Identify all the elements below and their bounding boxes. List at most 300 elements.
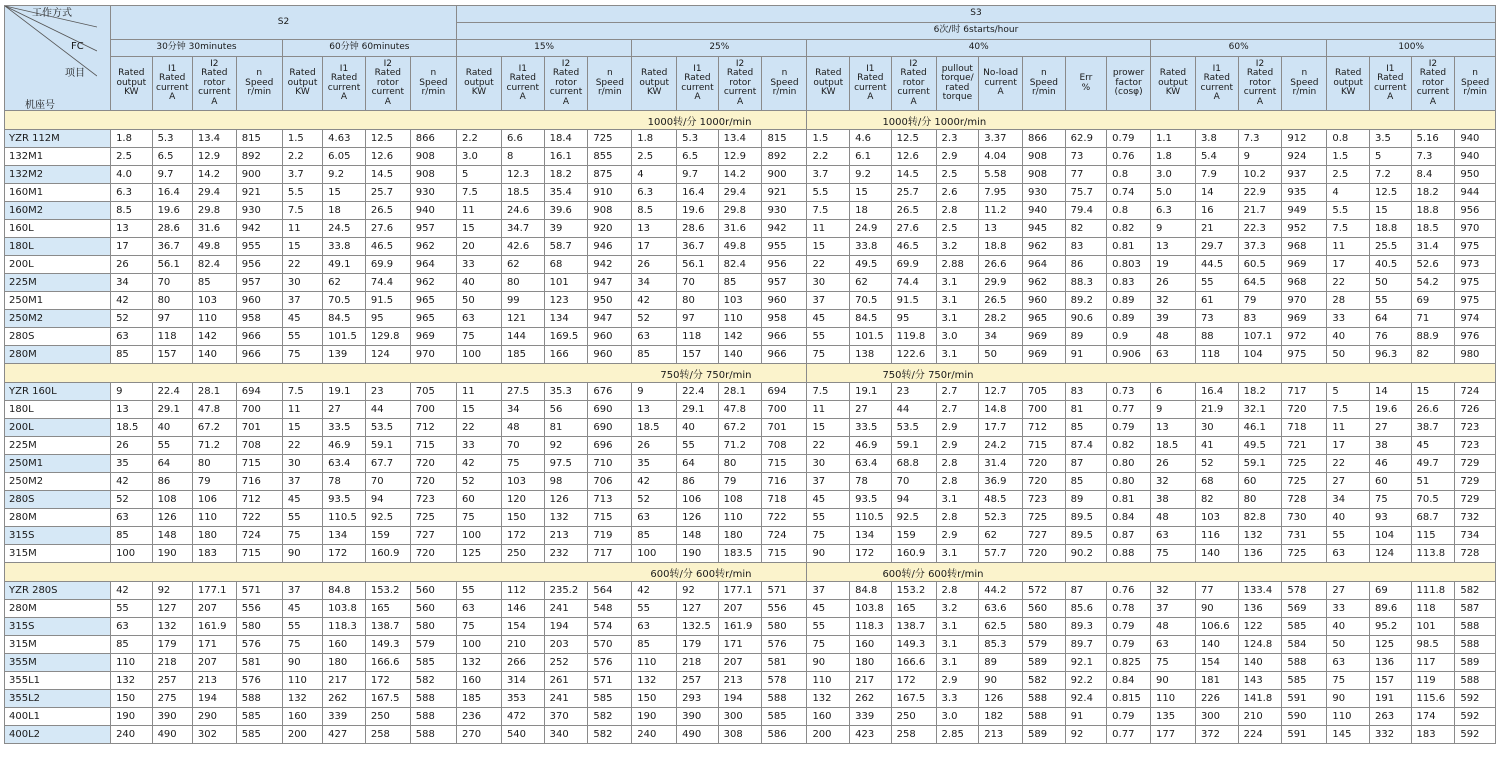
table-cell: 965 <box>410 310 456 328</box>
table-cell: 12.6 <box>365 148 410 166</box>
table-cell: 33.5 <box>323 419 366 437</box>
table-cell: 183 <box>1411 726 1455 744</box>
table-cell: 51 <box>1411 473 1455 491</box>
table-cell: 210 <box>1238 708 1282 726</box>
table-cell: 60.5 <box>1238 256 1282 274</box>
table-cell: 103 <box>1195 509 1238 527</box>
column-header <box>1195 57 1238 111</box>
column-header-line: A <box>1213 91 1220 102</box>
column-header-line: Rated <box>900 68 927 79</box>
table-cell: 88 <box>1195 328 1238 346</box>
table-cell: 11 <box>456 383 501 401</box>
column-header-line: current <box>156 82 189 93</box>
table-cell: 700 <box>410 401 456 419</box>
table-cell: 140 <box>1238 654 1282 672</box>
column-header-line: torque/ <box>941 73 974 84</box>
table-cell: 25.7 <box>891 184 936 202</box>
table-cell: 12.5 <box>1370 184 1412 202</box>
table-row <box>5 455 1496 473</box>
table-cell: 5.3 <box>152 130 192 148</box>
table-cell: 8.5 <box>111 202 153 220</box>
table-cell: 572 <box>1023 582 1066 600</box>
table-row <box>5 346 1496 364</box>
table-cell: 722 <box>762 509 807 527</box>
table-cell: 47.8 <box>718 401 762 419</box>
table-cell: 15 <box>456 401 501 419</box>
table-cell: 63 <box>111 618 153 636</box>
table-cell: 160 <box>807 708 850 726</box>
table-cell: 80 <box>1238 491 1282 509</box>
table-cell: 101.5 <box>323 328 366 346</box>
table-cell: 723 <box>410 491 456 509</box>
table-cell: 942 <box>588 256 632 274</box>
table-cell: 154 <box>1195 654 1238 672</box>
table-cell: 22 <box>1327 455 1370 473</box>
table-cell: 29.1 <box>152 401 192 419</box>
table-cell: 717 <box>1282 383 1327 401</box>
table-cell: 1.5 <box>1327 148 1370 166</box>
table-cell: 7.95 <box>979 184 1023 202</box>
table-cell: 27.6 <box>891 220 936 238</box>
table-cell: 25.5 <box>1370 238 1412 256</box>
table-cell: 70 <box>365 473 410 491</box>
table-cell: 138 <box>850 346 892 364</box>
table-cell: 110.5 <box>850 509 892 527</box>
table-cell: 126 <box>677 509 719 527</box>
table-cell: 104 <box>1238 346 1282 364</box>
table-cell: 181 <box>1195 672 1238 690</box>
table-cell: 723 <box>1023 491 1066 509</box>
table-cell: 968 <box>1282 238 1327 256</box>
frame-size-cell: 200L <box>5 419 111 437</box>
table-cell: 975 <box>1282 346 1327 364</box>
table-cell: 690 <box>588 401 632 419</box>
table-cell: 42 <box>632 582 677 600</box>
table-cell: 30 <box>282 455 322 473</box>
table-cell: 12.9 <box>718 148 762 166</box>
table-cell: 172 <box>501 527 544 545</box>
column-header-line: Rated <box>684 73 711 84</box>
table-cell: 63 <box>111 509 153 527</box>
frame-size-cell: 280M <box>5 346 111 364</box>
table-cell: 5.3 <box>677 130 719 148</box>
table-cell: 970 <box>1282 292 1327 310</box>
table-cell: 42 <box>632 292 677 310</box>
table-cell: 140 <box>192 346 236 364</box>
table-cell: 3.0 <box>1150 166 1195 184</box>
column-header <box>1150 57 1195 111</box>
table-cell: 101 <box>544 274 588 292</box>
column-header-line: current <box>371 87 405 98</box>
table-cell: 715 <box>1023 437 1066 455</box>
table-cell: 715 <box>588 509 632 527</box>
table-cell: 115 <box>1411 527 1455 545</box>
table-cell: 46.9 <box>323 437 366 455</box>
column-header-line: n <box>1040 68 1047 79</box>
table-cell: 290 <box>192 708 236 726</box>
table-cell: 3.1 <box>936 346 979 364</box>
table-cell: 44 <box>365 401 410 419</box>
table-cell: 125 <box>456 545 501 563</box>
column-header-line: Rated <box>1377 73 1404 84</box>
table-cell: 148 <box>152 527 192 545</box>
table-cell: 6.6 <box>501 130 544 148</box>
table-cell: 92.1 <box>1065 654 1107 672</box>
table-cell: 0.8 <box>1107 166 1151 184</box>
table-cell: 55 <box>807 618 850 636</box>
frame-size-cell: 280S <box>5 491 111 509</box>
table-cell: 912 <box>1282 130 1327 148</box>
table-cell: 63 <box>111 328 153 346</box>
table-cell: 179 <box>677 636 719 654</box>
table-cell: 89.5 <box>1065 509 1107 527</box>
table-cell: 22 <box>456 419 501 437</box>
table-cell: 582 <box>588 726 632 744</box>
table-cell: 123 <box>544 292 588 310</box>
table-cell: 91 <box>1065 346 1107 364</box>
table-cell: 83 <box>1065 238 1107 256</box>
table-cell: 935 <box>1282 184 1327 202</box>
column-header-line: KW <box>1165 87 1181 98</box>
column-header-line: Rated <box>159 73 186 84</box>
table-cell: 71 <box>1411 310 1455 328</box>
table-cell: 40.5 <box>1370 256 1412 274</box>
table-cell: 93 <box>1370 509 1412 527</box>
table-cell: 390 <box>152 708 192 726</box>
table-cell: 12.6 <box>891 148 936 166</box>
column-header-line: I1 <box>1386 63 1395 74</box>
table-cell: 39 <box>1150 310 1195 328</box>
table-cell: 908 <box>410 148 456 166</box>
frame-size-cell: 225M <box>5 437 111 455</box>
table-cell: 7.5 <box>282 383 322 401</box>
table-cell: 0.74 <box>1107 184 1151 202</box>
table-cell: 33 <box>456 256 501 274</box>
table-cell: 92.2 <box>1065 672 1107 690</box>
table-cell: 19.6 <box>677 202 719 220</box>
column-header-line: A <box>340 91 348 102</box>
table-cell: 16.4 <box>677 184 719 202</box>
frame-size-cell: 400L1 <box>5 708 111 726</box>
table-cell: 42 <box>111 473 153 491</box>
table-cell: 250 <box>891 708 936 726</box>
table-cell: 17.7 <box>979 419 1023 437</box>
column-header-line: Rated <box>641 68 668 79</box>
table-cell: 725 <box>1023 509 1066 527</box>
table-cell: 110 <box>282 672 322 690</box>
table-cell: 98.5 <box>1411 636 1455 654</box>
table-cell: 944 <box>1455 184 1496 202</box>
motor-spec-sheet <box>4 5 1496 744</box>
table-cell: 79 <box>1238 292 1282 310</box>
table-cell: 266 <box>501 654 544 672</box>
table-cell: 584 <box>1282 636 1327 654</box>
table-cell: 727 <box>1023 527 1066 545</box>
table-cell: 957 <box>762 274 807 292</box>
table-cell: 207 <box>192 654 236 672</box>
table-cell: 30 <box>1195 419 1238 437</box>
column-header-line: A <box>910 96 917 107</box>
table-cell: 86 <box>677 473 719 491</box>
column-header <box>1065 57 1107 111</box>
table-cell: 588 <box>1023 690 1066 708</box>
corner-fc-label: FC <box>71 41 84 52</box>
table-cell: 725 <box>588 130 632 148</box>
table-cell: 67.7 <box>365 455 410 473</box>
table-cell: 14.2 <box>718 166 762 184</box>
column-header <box>1023 57 1066 111</box>
table-cell: 22.3 <box>1238 220 1282 238</box>
table-cell: 26.6 <box>979 256 1023 274</box>
table-cell: 29.8 <box>718 202 762 220</box>
table-cell: 194 <box>544 618 588 636</box>
table-cell: 97.5 <box>544 455 588 473</box>
table-cell: 6.3 <box>111 184 153 202</box>
table-cell: 11 <box>282 401 322 419</box>
column-header-line: A <box>384 96 391 107</box>
table-cell: 314 <box>501 672 544 690</box>
table-cell: 71.2 <box>718 437 762 455</box>
table-row <box>5 582 1496 600</box>
table-cell: 63.6 <box>979 600 1023 618</box>
table-cell: 30 <box>807 274 850 292</box>
table-cell: 3.1 <box>936 654 979 672</box>
table-cell: 29.1 <box>677 401 719 419</box>
table-cell: 91.5 <box>891 292 936 310</box>
table-cell: 142 <box>718 328 762 346</box>
table-cell: 85 <box>632 527 677 545</box>
table-cell: 27 <box>1327 473 1370 491</box>
table-cell: 18.8 <box>979 238 1023 256</box>
table-cell: 55 <box>1327 527 1370 545</box>
table-cell: 160.9 <box>891 545 936 563</box>
table-cell: 80 <box>718 455 762 473</box>
table-cell: 85 <box>111 636 153 654</box>
table-cell: 0.81 <box>1107 491 1151 509</box>
table-cell: 956 <box>1455 202 1496 220</box>
table-cell: 27.6 <box>365 220 410 238</box>
table-cell: 6.3 <box>1150 202 1195 220</box>
table-cell: 574 <box>588 618 632 636</box>
table-cell: 84.8 <box>850 582 892 600</box>
table-cell: 68 <box>544 256 588 274</box>
table-cell: 100 <box>111 545 153 563</box>
column-header <box>1411 57 1455 111</box>
table-cell: 908 <box>1023 166 1066 184</box>
table-cell: 226 <box>1195 690 1238 708</box>
table-cell: 27 <box>1370 419 1412 437</box>
table-cell: 300 <box>1195 708 1238 726</box>
table-cell: 16 <box>1195 202 1238 220</box>
table-cell: 585 <box>762 708 807 726</box>
table-cell: 42 <box>456 455 501 473</box>
table-cell: 171 <box>718 636 762 654</box>
table-cell: 139 <box>323 346 366 364</box>
column-header-line: rotor <box>203 77 226 88</box>
table-cell: 580 <box>236 618 282 636</box>
table-cell: 701 <box>236 419 282 437</box>
table-cell: 2.7 <box>936 401 979 419</box>
table-cell: 213 <box>979 726 1023 744</box>
table-cell: 185 <box>456 690 501 708</box>
column-header-line: current <box>1374 82 1407 93</box>
column-header-line: A <box>1256 96 1264 107</box>
table-cell: 58.7 <box>544 238 588 256</box>
table-cell: 866 <box>410 130 456 148</box>
table-cell: 74.4 <box>365 274 410 292</box>
column-header-line: n <box>781 68 788 79</box>
table-cell: 33.5 <box>850 419 892 437</box>
table-cell: 154 <box>501 618 544 636</box>
frame-size-cell: 315M <box>5 545 111 563</box>
table-cell: 588 <box>410 690 456 708</box>
table-cell: 90 <box>282 545 322 563</box>
table-cell: 250 <box>501 545 544 563</box>
table-cell: 29.8 <box>192 202 236 220</box>
table-cell: 712 <box>410 419 456 437</box>
table-cell: 5.0 <box>1150 184 1195 202</box>
table-cell: 13 <box>1150 238 1195 256</box>
table-cell: 69 <box>1411 292 1455 310</box>
table-cell: 15 <box>1411 383 1455 401</box>
table-cell: 0.82 <box>1107 220 1151 238</box>
table-cell: 9.7 <box>677 166 719 184</box>
table-cell: 947 <box>588 274 632 292</box>
table-cell: 37 <box>282 473 322 491</box>
table-cell: 585 <box>236 726 282 744</box>
column-header-line: current <box>549 87 583 98</box>
table-cell: 540 <box>501 726 544 744</box>
column-header-line: Rated <box>201 68 228 79</box>
table-cell: 30 <box>282 274 322 292</box>
table-cell: 560 <box>1023 600 1066 618</box>
table-cell: 5.4 <box>1195 148 1238 166</box>
table-cell: 18.2 <box>1238 383 1282 401</box>
table-cell: 203 <box>544 636 588 654</box>
table-cell: 180 <box>192 527 236 545</box>
table-cell: 85 <box>111 346 153 364</box>
table-cell: 100 <box>456 636 501 654</box>
table-cell: 90 <box>807 545 850 563</box>
table-cell: 180 <box>718 527 762 545</box>
table-cell: 2.2 <box>807 148 850 166</box>
table-cell: 84.8 <box>323 582 366 600</box>
table-cell: 13 <box>1150 419 1195 437</box>
table-cell: 13 <box>111 401 153 419</box>
table-cell: 153.2 <box>365 582 410 600</box>
table-cell: 734 <box>1455 527 1496 545</box>
table-cell: 60 <box>456 491 501 509</box>
table-cell: 9 <box>111 383 153 401</box>
table-cell: 962 <box>1023 274 1066 292</box>
table-cell: 153.2 <box>891 582 936 600</box>
table-cell: 26 <box>1150 455 1195 473</box>
table-cell: 82 <box>1195 491 1238 509</box>
table-cell: 0.87 <box>1107 527 1151 545</box>
table-cell: 7.5 <box>807 383 850 401</box>
table-cell: 122 <box>1238 618 1282 636</box>
table-cell: 75 <box>456 509 501 527</box>
table-cell: 52 <box>1195 455 1238 473</box>
table-cell: 3.2 <box>936 238 979 256</box>
table-cell: 7.3 <box>1411 148 1455 166</box>
table-cell: 372 <box>1195 726 1238 744</box>
table-cell: 207 <box>718 654 762 672</box>
table-cell: 548 <box>588 600 632 618</box>
table-cell: 39.6 <box>544 202 588 220</box>
table-cell: 32.1 <box>1238 401 1282 419</box>
table-cell: 9 <box>1238 148 1282 166</box>
table-cell: 0.76 <box>1107 148 1151 166</box>
table-cell: 100 <box>632 545 677 563</box>
table-cell: 8.5 <box>632 202 677 220</box>
frame-size-cell: 250M1 <box>5 292 111 310</box>
table-cell: 976 <box>1455 328 1496 346</box>
table-cell: 37.3 <box>1238 238 1282 256</box>
table-cell: 970 <box>410 346 456 364</box>
table-cell: 63 <box>1327 654 1370 672</box>
column-header-line: current <box>1200 82 1233 93</box>
table-cell: 82 <box>1065 220 1107 238</box>
motor-spec-table <box>4 5 1496 744</box>
table-cell: 6 <box>1150 383 1195 401</box>
table-cell: 21.9 <box>1195 401 1238 419</box>
table-cell: 339 <box>850 708 892 726</box>
table-cell: 22.4 <box>677 383 719 401</box>
table-cell: 1.5 <box>807 130 850 148</box>
table-cell: 90 <box>1150 672 1195 690</box>
table-cell: 179 <box>152 636 192 654</box>
table-cell: 54.2 <box>1411 274 1455 292</box>
table-cell: 93.5 <box>850 491 892 509</box>
table-cell: 69.9 <box>891 256 936 274</box>
table-cell: 955 <box>762 238 807 256</box>
table-cell: 569 <box>1282 600 1327 618</box>
table-cell: 110 <box>632 654 677 672</box>
table-cell: 55 <box>677 437 719 455</box>
column-header-line: rotor <box>729 77 751 88</box>
table-cell: 112 <box>501 582 544 600</box>
column-header <box>979 57 1023 111</box>
table-cell: 100 <box>456 527 501 545</box>
table-cell: 42 <box>111 582 153 600</box>
table-row <box>5 130 1496 148</box>
table-cell: 5 <box>1370 148 1412 166</box>
table-cell: 2.8 <box>936 582 979 600</box>
table-cell: 55 <box>282 328 322 346</box>
table-cell: 49.8 <box>718 238 762 256</box>
column-header-line: KW <box>646 87 662 98</box>
frame-size-cell: 160L <box>5 220 111 238</box>
table-cell: 966 <box>236 328 282 346</box>
frame-size-cell: YZR 112M <box>5 130 111 148</box>
table-cell: 3.1 <box>936 545 979 563</box>
table-cell: 90.2 <box>1065 545 1107 563</box>
column-header-line: pullout <box>941 63 973 74</box>
table-cell: 957 <box>236 274 282 292</box>
table-cell: 42.6 <box>501 238 544 256</box>
table-cell: 55 <box>632 600 677 618</box>
table-cell: 18 <box>850 202 892 220</box>
table-cell: 966 <box>762 346 807 364</box>
table-cell: 16.4 <box>1195 383 1238 401</box>
table-cell: 143 <box>1238 672 1282 690</box>
frame-size-cell: 315M <box>5 636 111 654</box>
table-cell: 262 <box>850 690 892 708</box>
table-cell: 63.4 <box>323 455 366 473</box>
table-cell: 75 <box>1327 672 1370 690</box>
table-row <box>5 654 1496 672</box>
